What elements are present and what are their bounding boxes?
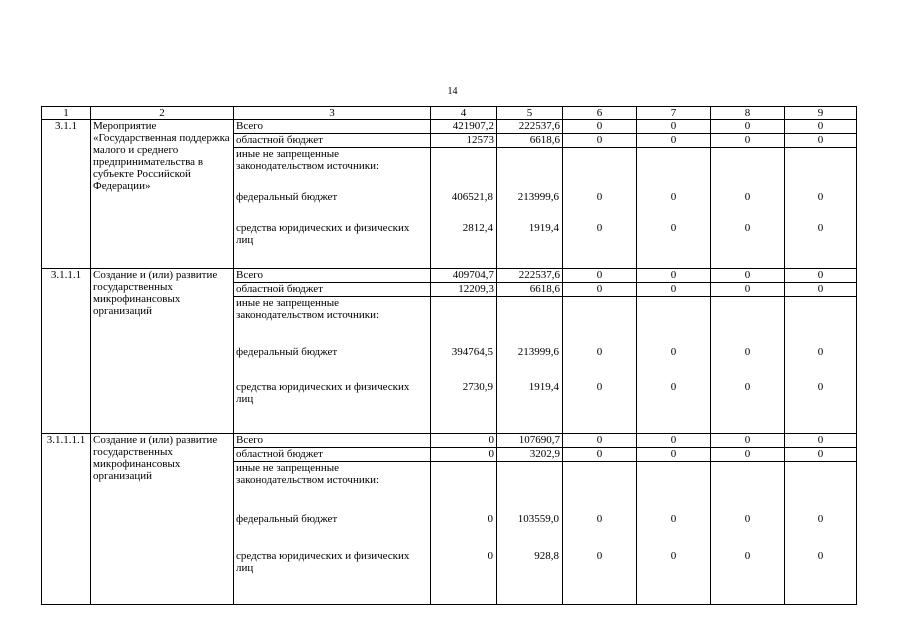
sources-label-cell xyxy=(234,148,431,269)
value-cell: 0 xyxy=(637,448,711,462)
value-cell xyxy=(637,462,711,605)
legal-value: 0 xyxy=(596,381,603,393)
value-cell: 12573 xyxy=(431,134,497,148)
value-cell: 0 xyxy=(637,434,711,448)
section-code: 3.1.1.1.1 xyxy=(42,434,91,605)
row-label: областной бюджет xyxy=(234,283,431,297)
legal-entities-label: средства юридических и физических лиц xyxy=(236,222,410,246)
col-header: 1 xyxy=(42,107,91,120)
federal-value: 213999,6 xyxy=(517,191,559,203)
federal-value: 0 xyxy=(596,346,603,358)
section-code: 3.1.1.1 xyxy=(42,269,91,434)
value-cell: 0 xyxy=(711,283,785,297)
value-cell: 0 xyxy=(563,448,637,462)
other-sources-label: иные не запрещенные законодательством источники: xyxy=(236,297,380,321)
value-cell xyxy=(497,462,563,605)
federal-value: 0 xyxy=(744,346,751,358)
federal-value: 0 xyxy=(744,513,751,525)
page-number: 14 xyxy=(447,86,458,97)
legal-entities-label: средства юридических и физических лиц xyxy=(236,381,410,405)
value-cell xyxy=(431,148,497,269)
sources-label-cell xyxy=(234,462,431,605)
col-header: 6 xyxy=(563,107,637,120)
value-cell: 3202,9 xyxy=(497,448,563,462)
value-cell: 0 xyxy=(785,134,857,148)
value-cell xyxy=(711,148,785,269)
federal-value: 0 xyxy=(670,513,677,525)
value-cell: 421907,2 xyxy=(431,120,497,134)
value-cell xyxy=(637,297,711,434)
federal-value: 0 xyxy=(817,191,824,203)
federal-value: 0 xyxy=(670,191,677,203)
legal-value: 0 xyxy=(487,550,493,562)
legal-value: 2812,4 xyxy=(462,222,493,234)
federal-budget-label: федеральный бюджет xyxy=(236,513,338,525)
legal-value: 1919,4 xyxy=(528,381,559,393)
federal-value: 0 xyxy=(596,513,603,525)
value-cell xyxy=(563,297,637,434)
value-cell: 0 xyxy=(785,448,857,462)
value-cell xyxy=(711,297,785,434)
row-label: Всего xyxy=(234,120,431,134)
federal-value: 0 xyxy=(817,513,824,525)
legal-value: 0 xyxy=(670,222,677,234)
legal-value: 1919,4 xyxy=(528,222,559,234)
value-cell: 0 xyxy=(637,134,711,148)
legal-value: 928,8 xyxy=(534,550,559,562)
value-cell: 107690,7 xyxy=(497,434,563,448)
col-header: 2 xyxy=(91,107,234,120)
value-cell xyxy=(563,462,637,605)
legal-value: 0 xyxy=(596,222,603,234)
col-header: 3 xyxy=(234,107,431,120)
legal-value: 0 xyxy=(744,550,751,562)
table-row xyxy=(42,434,857,448)
section-code: 3.1.1 xyxy=(42,120,91,269)
value-cell: 0 xyxy=(711,269,785,283)
value-cell: 0 xyxy=(711,448,785,462)
federal-value: 103559,0 xyxy=(517,513,559,525)
value-cell: 0 xyxy=(563,283,637,297)
legal-value: 0 xyxy=(596,550,603,562)
other-sources-label: иные не запрещенные законодательством источники: xyxy=(236,462,380,486)
legal-value: 0 xyxy=(670,550,677,562)
value-cell: 0 xyxy=(563,134,637,148)
value-cell: 0 xyxy=(785,434,857,448)
legal-value: 0 xyxy=(670,381,677,393)
row-label: областной бюджет xyxy=(234,448,431,462)
value-cell xyxy=(497,148,563,269)
value-cell xyxy=(785,462,857,605)
federal-value: 0 xyxy=(670,346,677,358)
value-cell: 0 xyxy=(637,269,711,283)
legal-value: 0 xyxy=(817,222,824,234)
value-cell: 0 xyxy=(711,120,785,134)
value-cell: 222537,6 xyxy=(497,269,563,283)
section-name: Создание и (или) развитие государственных микрофинансовых организаций xyxy=(91,269,234,434)
value-cell xyxy=(497,297,563,434)
value-cell xyxy=(431,297,497,434)
legal-value: 0 xyxy=(744,381,751,393)
value-cell: 222537,6 xyxy=(497,120,563,134)
legal-value: 0 xyxy=(744,222,751,234)
value-cell: 0 xyxy=(637,283,711,297)
value-cell: 0 xyxy=(637,120,711,134)
col-header: 4 xyxy=(431,107,497,120)
federal-value: 394764,5 xyxy=(451,346,493,358)
federal-value: 0 xyxy=(817,346,824,358)
col-header: 7 xyxy=(637,107,711,120)
table-row xyxy=(42,120,857,134)
value-cell xyxy=(785,148,857,269)
value-cell: 0 xyxy=(711,434,785,448)
value-cell: 0 xyxy=(785,283,857,297)
federal-value: 213999,6 xyxy=(517,346,559,358)
row-label: Всего xyxy=(234,434,431,448)
value-cell: 0 xyxy=(563,120,637,134)
value-cell: 0 xyxy=(563,434,637,448)
col-header: 8 xyxy=(711,107,785,120)
value-cell: 6618,6 xyxy=(497,283,563,297)
value-cell xyxy=(785,297,857,434)
other-sources-label: иные не запрещенные законодательством источники: xyxy=(236,148,380,172)
federal-budget-label: федеральный бюджет xyxy=(236,191,338,203)
value-cell: 0 xyxy=(785,120,857,134)
value-cell: 0 xyxy=(785,269,857,283)
value-cell: 0 xyxy=(431,434,497,448)
federal-value: 0 xyxy=(487,513,493,525)
value-cell: 0 xyxy=(711,134,785,148)
federal-value: 406521,8 xyxy=(451,191,493,203)
value-cell: 6618,6 xyxy=(497,134,563,148)
federal-budget-label: федеральный бюджет xyxy=(236,346,338,358)
value-cell xyxy=(637,148,711,269)
row-label: областной бюджет xyxy=(234,134,431,148)
value-cell: 0 xyxy=(563,269,637,283)
federal-value: 0 xyxy=(744,191,751,203)
legal-value: 2730,9 xyxy=(462,381,493,393)
sources-label-cell xyxy=(234,297,431,434)
section-name: Создание и (или) развитие государственных микрофинансовых организаций xyxy=(91,434,234,605)
federal-value: 0 xyxy=(596,191,603,203)
value-cell xyxy=(563,148,637,269)
section-name: Мероприятие «Государственная поддержка малого и среднего предпринимательства в субъекте Российской Федерации» xyxy=(91,120,234,269)
legal-value: 0 xyxy=(817,381,824,393)
legal-entities-label: средства юридических и физических лиц xyxy=(236,550,410,574)
value-cell: 409704,7 xyxy=(431,269,497,283)
table-row xyxy=(42,269,857,283)
row-label: Всего xyxy=(234,269,431,283)
value-cell xyxy=(431,462,497,605)
budget-table xyxy=(41,106,857,605)
legal-value: 0 xyxy=(817,550,824,562)
header-row xyxy=(42,107,857,120)
col-header: 9 xyxy=(785,107,857,120)
col-header: 5 xyxy=(497,107,563,120)
value-cell: 12209,3 xyxy=(431,283,497,297)
value-cell xyxy=(711,462,785,605)
value-cell: 0 xyxy=(431,448,497,462)
